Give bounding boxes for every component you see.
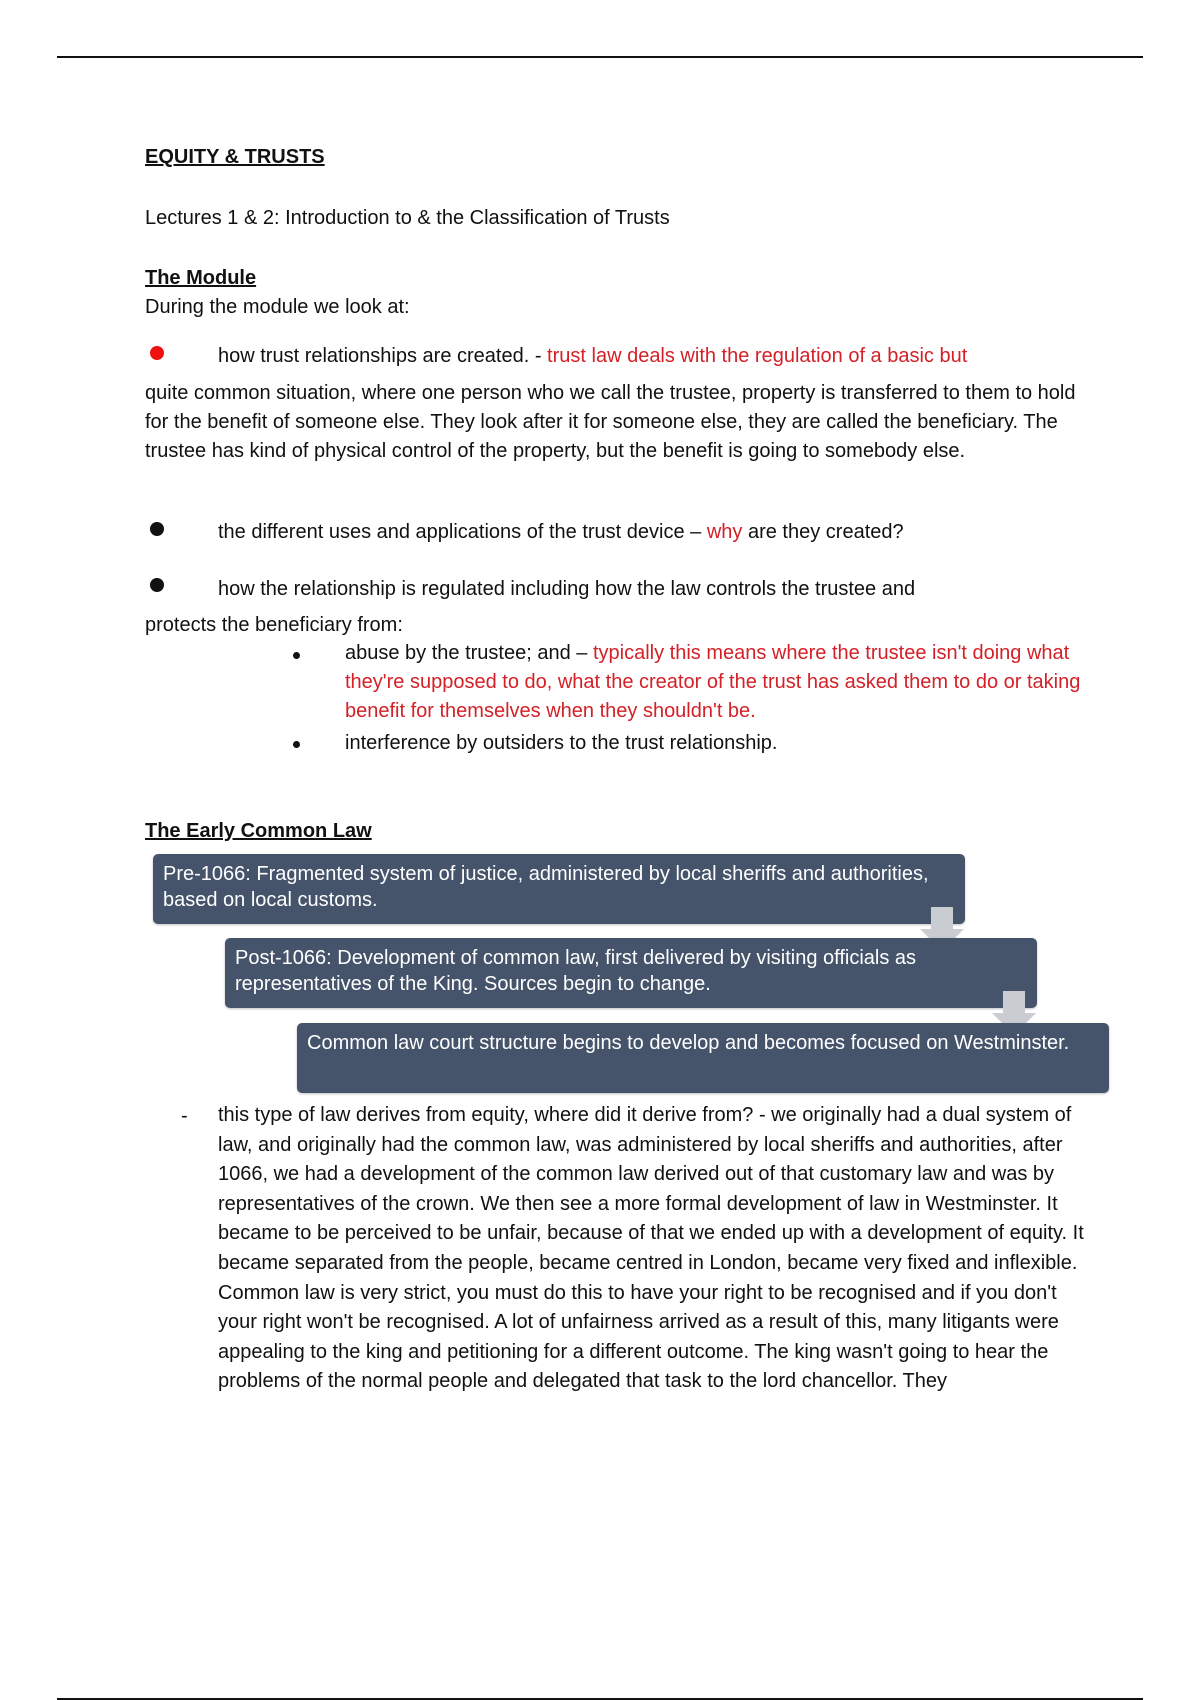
sub-bullet-1-text: abuse by the trustee; and – — [345, 642, 593, 664]
module-bullet-3-cont: protects the beneficiary from: — [145, 614, 403, 636]
sub-bullet-1 — [345, 639, 1085, 726]
bullet-2-text-end: are they created? — [742, 521, 904, 543]
flow-step-pre-1066: Pre-1066: Fragmented system of justice, administered by local sheriffs and authorities, based on local customs. — [153, 854, 965, 924]
module-intro: During the module we look at: — [145, 296, 410, 318]
bullet-1-note-line1: trust law deals with the regulation of a basic but — [547, 345, 968, 367]
flow-step-post-1066: Post-1066: Development of common law, first delivered by visiting officials as representatives of the King. Sources begin to change. — [225, 938, 1037, 1008]
lecture-subtitle: Lectures 1 & 2: Introduction to & the Classification of Trusts — [145, 207, 670, 229]
sub-bullet-1-note: typically this means where the trustee isn't doing what they're supposed to do, what the creator of the trust has asked them to do or taking benefit for themselves when they shouldn't be. — [345, 642, 1081, 722]
module-heading: The Module — [145, 267, 257, 289]
bullet-2-why: why — [706, 521, 743, 543]
sub-bullet-dot — [293, 652, 300, 659]
bullet-dot — [150, 578, 164, 592]
module-bullet-3: how the relationship is regulated including how the law controls the trustee and — [218, 578, 916, 600]
page-top-rule — [57, 56, 1143, 58]
early-common-law-heading: The Early Common Law — [145, 820, 372, 842]
note-dash: - — [181, 1105, 188, 1127]
sub-bullet-2: interference by outsiders to the trust relationship. — [345, 732, 778, 754]
module-bullet-2 — [218, 518, 1088, 547]
bullet-dot — [150, 522, 164, 536]
bullet-1-note: quite common situation, where one person who we call the trustee, property is transferred to them to hold for the benefit of someone else. They look after it for someone else, they are called the beneficiary. The trustee has kind of physical control of the property, but the benefit is going to somebody else. — [145, 382, 1076, 462]
document-title: EQUITY & TRUSTS — [145, 146, 325, 168]
bullet-2-text: the different uses and applications of the trust device – — [218, 521, 707, 543]
sub-bullet-dot — [293, 741, 300, 748]
flow-step-westminster: Common law court structure begins to develop and becomes focused on Westminster. — [297, 1023, 1109, 1093]
early-common-law-note: this type of law derives from equity, where did it derive from? - we originally had a dual system of law, and originally had the common law, was administered by local sheriffs and authorities, after 1066, we had a development of the common law derived out of that customary law and was by representatives of the crown. We then see a more formal development of law in Westminster. It became to be perceived to be unfair, because of that we ended up with a development of equity. It became separated from the people, became centred in London, became very fixed and inflexible. Common law is very strict, you must do this to have your right to be recognised and if you don't your right won't be recognised. A lot of unfairness arrived as a result of this, many litigants were appealing to the king and petitioning for a different outcome. The king wasn't going to hear the problems of the normal people and delegated that task to the lord chancellor. They — [218, 1104, 1084, 1393]
bullet-1-text: how trust relationships are created. - — [218, 345, 548, 367]
module-bullet-1 — [145, 342, 1090, 371]
